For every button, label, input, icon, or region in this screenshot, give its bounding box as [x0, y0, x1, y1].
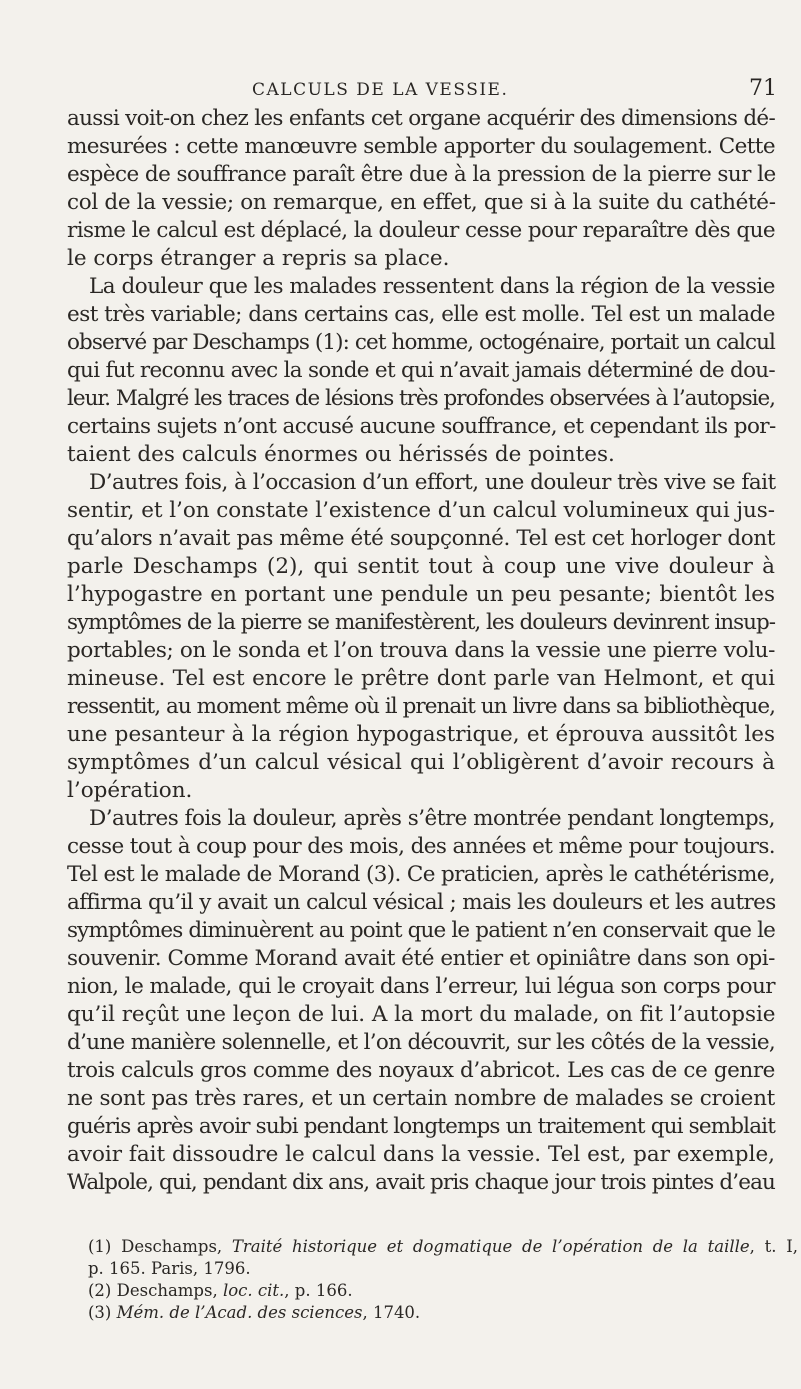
running-title: CALCULS DE LA VESSIE.: [252, 80, 509, 100]
text-line: trois calculs gros comme des noyaux d’abricot. Les cas de ce genre: [67, 1058, 775, 1083]
text-line: qu’il reçût une leçon de lui. A la mort du malade, on fit l’autopsie: [67, 1002, 776, 1027]
footnote-text: p. 165. Paris, 1796.: [88, 1259, 251, 1278]
text-line: parle Deschamps (2), qui sentit tout à coup une vive douleur à: [67, 554, 775, 579]
text-line: sentir, et l’on constate l’existence d’un calcul volumineux qui jus-: [67, 498, 775, 523]
text-line: symptômes de la pierre se manifestèrent, les douleurs devinrent insup-: [67, 610, 775, 635]
text-line: est très variable; dans certains cas, elle est molle. Tel est un malade: [67, 302, 775, 327]
text-line: ne sont pas très rares, et un certain nombre de malades se croient: [67, 1086, 775, 1111]
footnote-text: , p. 166.: [284, 1281, 353, 1300]
text-line: Walpole, qui, pendant dix ans, avait pris chaque jour trois pintes d’eau: [67, 1170, 775, 1195]
text-line: une pesanteur à la région hypogastrique, et éprouva aussitôt les: [67, 722, 775, 747]
page-number: 71: [749, 76, 777, 101]
text-line: leur. Malgré les traces de lésions très profondes observées à l’autopsie,: [67, 386, 775, 411]
text-line: guéris après avoir subi pendant longtemps un traitement qui semblait: [67, 1114, 775, 1139]
text-line: affirma qu’il y avait un calcul vésical ; mais les douleurs et les autres: [67, 890, 776, 915]
text-line: certains sujets n’ont accusé aucune souffrance, et cependant ils por-: [67, 414, 776, 439]
text-line: observé par Deschamps (1): cet homme, octogénaire, portait un calcul: [67, 330, 775, 355]
text-line: Tel est le malade de Morand (3). Ce praticien, après le cathétérisme,: [67, 862, 775, 887]
footnote-title: loc. cit.: [222, 1281, 285, 1300]
footnote-text: , 1740.: [362, 1303, 421, 1322]
text-line: La douleur que les malades ressentent dans la région de la vessie: [89, 274, 775, 299]
footnote-text: (3): [88, 1303, 117, 1322]
text-line: risme le calcul est déplacé, la douleur cesse pour reparaître dès que: [67, 218, 775, 243]
footnote-text: , t. I,: [749, 1237, 798, 1256]
footnote-title: Traité historique et dogmatique de l’opération de la taille: [231, 1237, 750, 1256]
text-line: avoir fait dissoudre le calcul dans la vessie. Tel est, par exemple,: [67, 1142, 775, 1167]
footnote-title: Mém. de l’Acad. des sciences: [116, 1303, 363, 1322]
text-line: qu’alors n’avait pas même été soupçonné. Tel est cet horloger dont: [67, 526, 775, 551]
text-line: col de la vessie; on remarque, en effet, que si à la suite du cathété-: [67, 190, 776, 215]
text-line: souvenir. Comme Morand avait été entier et opiniâtre dans son opi-: [67, 946, 775, 971]
text-line: espèce de souffrance paraît être due à la pression de la pierre sur le: [67, 162, 776, 187]
text-line: D’autres fois la douleur, après s’être montrée pendant longtemps,: [89, 806, 775, 831]
text-line: cesse tout à coup pour des mois, des années et même pour toujours.: [67, 834, 775, 859]
text-line: mineuse. Tel est encore le prêtre dont parle van Helmont, et qui: [67, 666, 775, 691]
text-line: mesurées : cette manœuvre semble apporter du soulagement. Cette: [67, 134, 775, 159]
footnote-text: (2) Deschamps,: [88, 1281, 223, 1300]
footnote: [88, 1302, 420, 1324]
text-line: le corps étranger a repris sa place.: [67, 246, 450, 271]
text-line: taient des calculs énormes ou hérissés de pointes.: [67, 442, 615, 467]
text-line: l’hypogastre en portant une pendule un peu pesante; bientôt les: [67, 582, 775, 607]
footnote: [88, 1280, 353, 1302]
text-line: ressentit, au moment même où il prenait un livre dans sa bibliothèque,: [67, 694, 775, 719]
text-line: symptômes diminuèrent au point que le patient n’en conservait que le: [67, 918, 775, 943]
text-line: aussi voit-on chez les enfants cet organe acquérir des dimensions dé-: [67, 106, 775, 131]
text-line: portables; on le sonda et l’on trouva dans la vessie une pierre volu-: [67, 638, 775, 663]
text-line: d’une manière solennelle, et l’on découvrit, sur les côtés de la vessie,: [67, 1030, 775, 1055]
footnote-text: (1) Deschamps,: [88, 1237, 232, 1256]
footnote: [88, 1236, 798, 1258]
text-line: symptômes d’un calcul vésical qui l’obligèrent d’avoir recours à: [67, 750, 775, 775]
text-line: nion, le malade, qui le croyait dans l’erreur, lui légua son corps pour: [67, 974, 775, 999]
text-line: qui fut reconnu avec la sonde et qui n’avait jamais déterminé de dou-: [67, 358, 775, 383]
text-line: l’opération.: [67, 778, 193, 803]
text-line: D’autres fois, à l’occasion d’un effort, une douleur très vive se fait: [89, 470, 776, 495]
footnote: [88, 1258, 251, 1280]
